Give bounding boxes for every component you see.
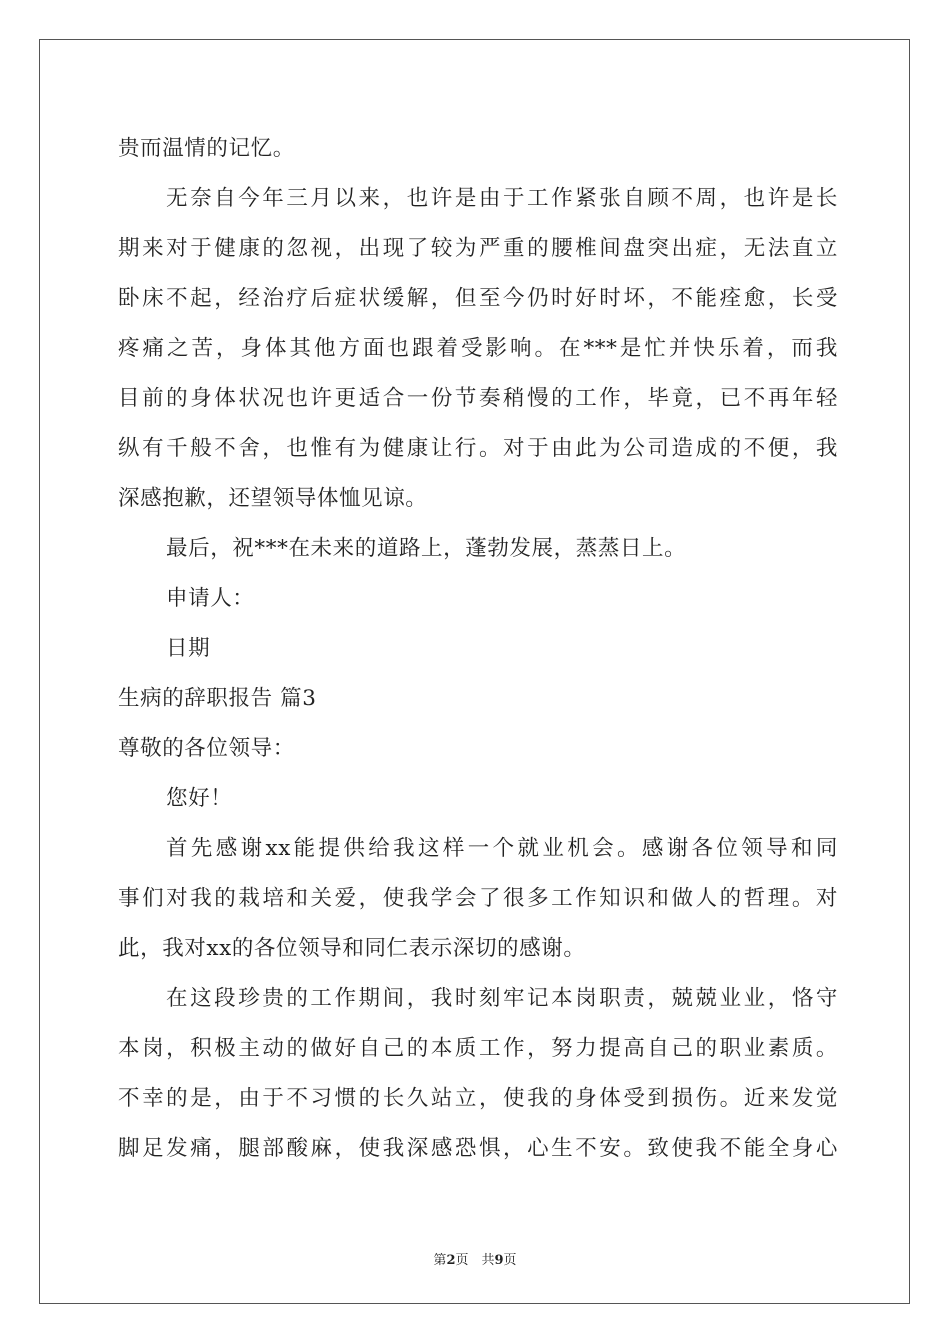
text-line: 脚足发痛，腿部酸麻，使我深感恐惧，心生不安。致使我不能全身心 bbox=[118, 1136, 838, 1161]
text-line: 纵有千般不舍，也惟有为健康让行。对于由此为公司造成的不便，我 bbox=[118, 436, 838, 461]
text-line: 首先感谢xx能提供给我这样一个就业机会。感谢各位领导和同 bbox=[166, 836, 838, 861]
text-line: 深感抱歉，还望领导体恤见谅。 bbox=[118, 486, 428, 511]
text-line: 卧床不起，经治疗后症状缓解，但至今仍时好时坏，不能痊愈，长受 bbox=[118, 286, 838, 311]
footer-suffix: 页 bbox=[503, 1253, 517, 1268]
text-line: 事们对我的栽培和关爱，使我学会了很多工作知识和做人的哲理。对 bbox=[118, 886, 838, 911]
text-line: 不幸的是，由于不习惯的长久站立，使我的身体受到损伤。近来发觉 bbox=[118, 1086, 838, 1111]
footer-mid: 页 共 bbox=[455, 1253, 495, 1268]
text-line: 疼痛之苦，身体其他方面也跟着受影响。在***是忙并快乐着，而我 bbox=[118, 336, 838, 361]
section-heading: 生病的辞职报告 篇3 bbox=[118, 686, 317, 711]
text-line: 目前的身体状况也许更适合一份节奏稍慢的工作，毕竟，已不再年轻 bbox=[118, 386, 838, 411]
date-label: 日期 bbox=[166, 636, 211, 661]
text-line: 最后，祝***在未来的道路上，蓬勃发展，蒸蒸日上。 bbox=[166, 536, 687, 561]
text-line: 期来对于健康的忽视，出现了较为严重的腰椎间盘突出症，无法直立 bbox=[118, 236, 838, 261]
text-line: 在这段珍贵的工作期间，我时刻牢记本岗职责，兢兢业业，恪守 bbox=[166, 986, 838, 1011]
text-line: 本岗，积极主动的做好自己的本质工作，努力提高自己的职业素质。 bbox=[118, 1036, 838, 1061]
page-number: 2 bbox=[446, 1253, 456, 1268]
page-footer bbox=[0, 1249, 950, 1268]
total-pages: 9 bbox=[494, 1253, 504, 1268]
text-line: 此，我对xx的各位领导和同仁表示深切的感谢。 bbox=[118, 936, 586, 961]
page-border bbox=[39, 39, 910, 1304]
text-line: 无奈自今年三月以来，也许是由于工作紧张自顾不周，也许是长 bbox=[166, 186, 838, 211]
text-line: 贵而温情的记忆。 bbox=[118, 136, 295, 161]
salutation: 尊敬的各位领导： bbox=[118, 736, 295, 761]
footer-prefix: 第 bbox=[433, 1253, 447, 1268]
greeting: 您好！ bbox=[166, 786, 233, 811]
signature-label: 申请人： bbox=[166, 586, 255, 611]
